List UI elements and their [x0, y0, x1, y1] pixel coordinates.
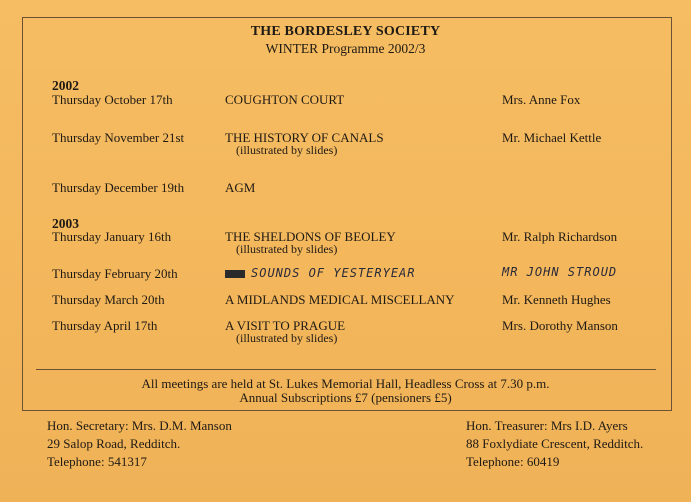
event-topic: AGM	[225, 180, 256, 195]
event-date: Thursday March 20th	[52, 292, 165, 307]
handwritten-topic: SOUNDS OF YESTERYEAR	[251, 266, 416, 280]
treasurer-telephone: Telephone: 60419	[466, 454, 560, 469]
secretary-address: 29 Salop Road, Redditch.	[47, 436, 181, 451]
card-border	[22, 17, 672, 411]
event-note: (illustrated by slides)	[236, 143, 338, 157]
event-speaker: Mr. Ralph Richardson	[502, 229, 618, 244]
event-speaker: Mrs. Anne Fox	[502, 92, 581, 107]
event-note: (illustrated by slides)	[236, 331, 338, 345]
subscriptions-info: Annual Subscriptions £7 (pensioners £5)	[239, 390, 452, 405]
event-date: Thursday November 21st	[52, 130, 185, 145]
secretary-telephone: Telephone: 541317	[47, 454, 147, 469]
programme-subtitle: WINTER Programme 2002/3	[265, 41, 426, 56]
year-heading-2002: 2002	[52, 78, 79, 93]
event-topic: THE HISTORY OF CANALS	[225, 130, 384, 145]
divider	[36, 369, 656, 370]
event-speaker: Mr. Kenneth Hughes	[502, 292, 611, 307]
event-topic-handwritten	[225, 265, 416, 281]
event-topic: A MIDLANDS MEDICAL MISCELLANY	[225, 292, 455, 307]
meetings-info: All meetings are held at St. Lukes Memorial Hall, Headless Cross at 7.30 p.m.	[141, 376, 550, 391]
event-topic: THE SHELDONS OF BEOLEY	[225, 229, 396, 244]
event-date: Thursday April 17th	[52, 318, 158, 333]
treasurer-name: Hon. Treasurer: Mrs I.D. Ayers	[466, 418, 628, 433]
event-date: Thursday December 19th	[52, 180, 185, 195]
society-title: THE BORDESLEY SOCIETY	[250, 24, 441, 39]
event-note: (illustrated by slides)	[236, 242, 338, 256]
event-date: Thursday January 16th	[52, 229, 172, 244]
handwritten-speaker: MR JOHN STROUD	[502, 265, 618, 279]
event-speaker: Mr. Michael Kettle	[502, 130, 602, 145]
event-date: Thursday February 20th	[52, 266, 178, 281]
event-date: Thursday October 17th	[52, 92, 173, 107]
event-speaker: Mrs. Dorothy Manson	[502, 318, 618, 333]
secretary-name: Hon. Secretary: Mrs. D.M. Manson	[47, 418, 232, 433]
event-topic: A VISIT TO PRAGUE	[225, 318, 346, 333]
year-heading-2003: 2003	[52, 216, 79, 231]
treasurer-address: 88 Foxlydiate Crescent, Redditch.	[466, 436, 644, 451]
event-topic: COUGHTON COURT	[225, 92, 345, 107]
struck-out-text: TBA	[226, 269, 244, 280]
